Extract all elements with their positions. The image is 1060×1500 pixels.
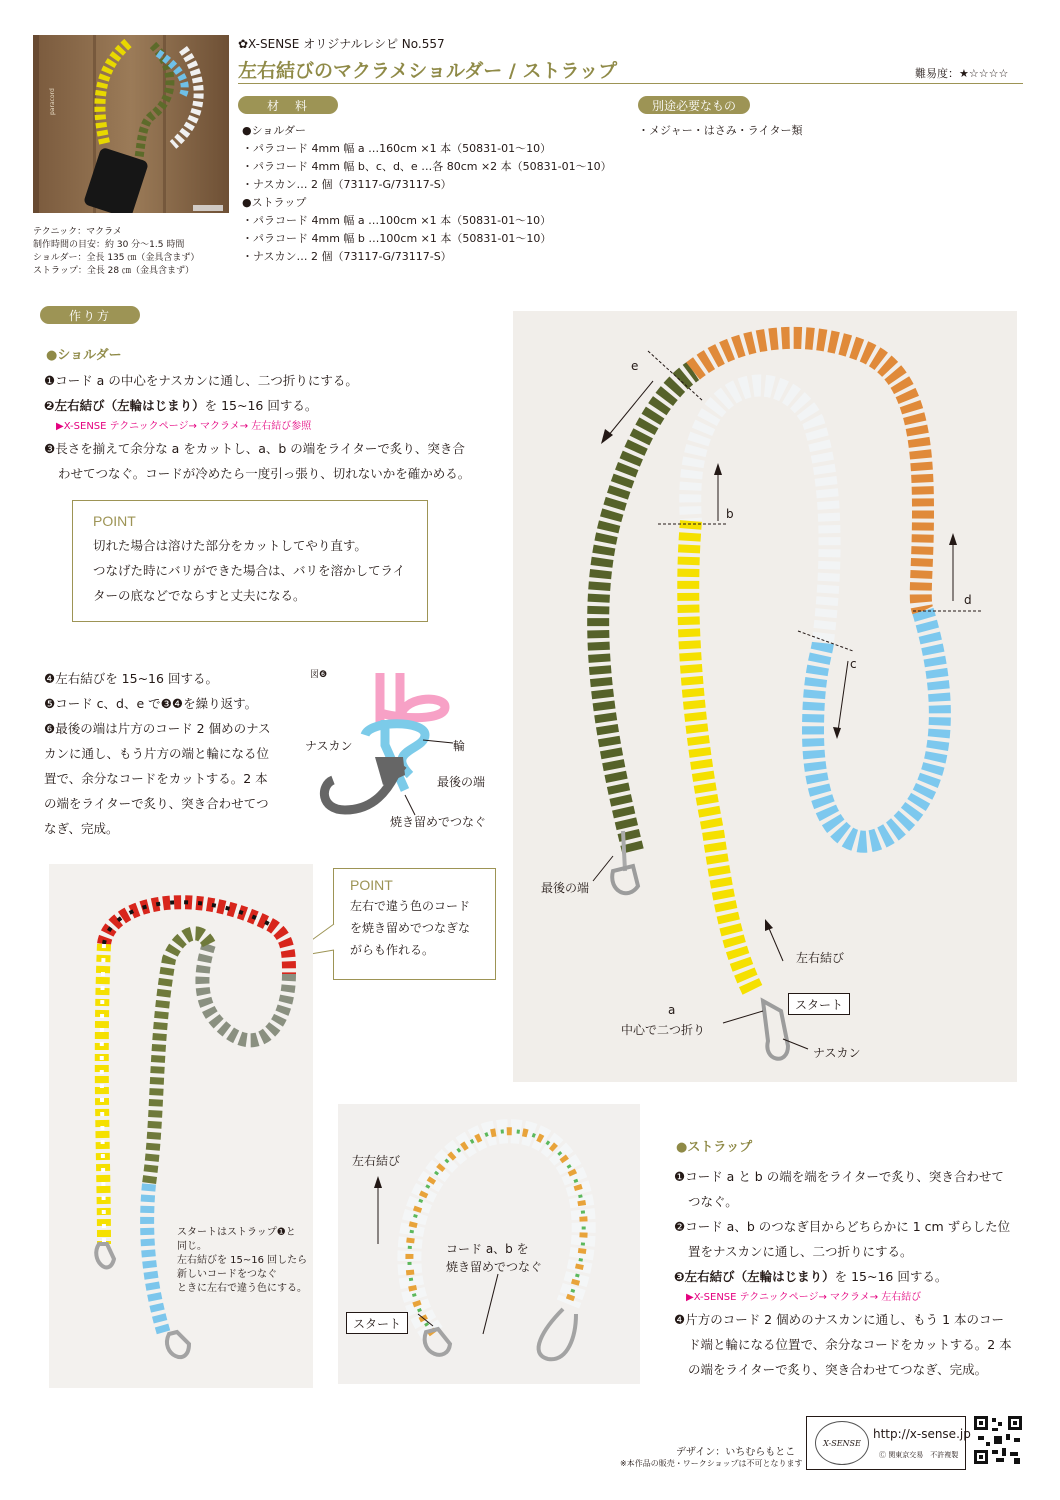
spec-strap-length: ストラップ：全長 28 ㎝（金具含まず） [33,266,194,276]
strap-step-2: 置をナスカンに通し、二つ折りにする。 [688,1244,913,1259]
strap-step-1: ❶コード a と b の端を端をライターで炙り、突き合わせて [674,1169,1004,1184]
shoulder-step-5: ❺コード c、d、e で❸❹を繰り返す。 [44,696,258,711]
top-product-photo [33,35,229,213]
spec-time: 制作時間の目安：約 30 分～1.5 時間 [33,240,185,250]
page-title: 左右結びのマクラメショルダー / ストラップ [238,60,618,82]
footer-logo-box [806,1416,971,1470]
label-e: e [631,359,639,373]
note-line: 左右結びを 15~16 回したら [177,1255,308,1266]
shoulder-step-2-rest: を 15~16 回する。 [204,398,318,413]
strap-steps [674,1164,1014,1382]
strap-step-3-rest: を 15~16 回する。 [834,1269,948,1284]
strap-heading: ●ストラップ [676,1140,753,1155]
label-a: a [668,1003,676,1017]
materials-line: ・ナスカン… 2 個（73117-G/73117-S） [242,250,452,263]
shoulder-step-3a: ❸長さを揃えて余分な a をカットし、a、b の端をライターで炙り、突き合 [44,441,465,456]
materials-line: ●ショルダー [242,124,306,137]
spec-technique: テクニック：マクラメ [33,227,122,237]
strap-sayu-label: 左右結び [352,1154,401,1168]
label-center-fold: 中心で二つ折り [621,1023,706,1037]
shoulder-photo [513,311,1017,1082]
logo-text: X-SENSE [823,1438,861,1448]
shoulder-step-2-bold: ❷左右結び（左輪はじまり） [44,398,205,413]
note-line: スタートはストラップ❶と [177,1227,296,1238]
strap-step-4: の端をライターで炙り、突き合わせてつなぎ、完成。 [688,1362,988,1377]
photo-caption: paracord [49,88,56,115]
multicolor-note [177,1226,307,1296]
note-line: 同じ。 [177,1241,207,1252]
shoulder-step-2 [44,393,504,418]
start-label: スタート [788,993,850,1015]
strap-join-line: コード a、b を [446,1242,529,1256]
note-line: ときに左右で違う色にする。 [177,1283,307,1294]
note-line: 新しいコードをつなぐ [177,1269,277,1280]
multicolor-cords-svg [49,864,313,1388]
point-2-line: を焼き留めでつなぎな [350,921,471,935]
spec-shoulder-length: ショルダー：全長 135 ㎝（金具含まず） [33,253,200,263]
diagram-ring-label: 輪 [453,739,466,753]
header-rule [238,83,1023,84]
technique-link[interactable]: ▶X-SENSE テクニックページ→ マクラメ→ 左右結び参照 [56,421,312,432]
label-b: b [726,507,734,521]
strap-step-4: ド端と輪になる位置で、余分なコードをカットする。2 本 [688,1337,1012,1352]
materials-line: ・パラコード 4mm 幅 b、c、d、e …各 80cm ×2 本（50831-01～10） [242,160,612,173]
shoulder-steps-2 [44,666,271,841]
strap-photo [338,1104,640,1384]
label-nascan: ナスカン [813,1046,861,1060]
shoulder-step-6: なぎ、完成。 [44,821,119,836]
diagram-join-label: 焼き留めでつなぐ [390,815,487,829]
diagram-nascan-label: ナスカン [305,739,353,753]
recipe-brand: ✿X-SENSE オリジナルレシピ No.557 [238,37,445,51]
strap-join-line: 焼き留めでつなぐ [446,1260,543,1274]
howto-label: 作り方 [40,306,140,324]
point-1-line: つなげた時にバリができた場合は、バリを溶かしてライ [93,563,406,578]
qr-code [974,1416,1022,1464]
strap-step-1: つなぐ。 [688,1194,738,1209]
shoulder-step-4: ❹左右結びを 15~16 回する。 [44,671,218,686]
shoulder-step-6: 置で、余分なコードをカットする。2 本 [44,771,268,786]
point-2-line: がらも作れる。 [350,943,435,957]
strap-technique-link[interactable]: ▶X-SENSE テクニックページ→ マクラメ→ 左右結び [686,1292,922,1303]
strap-step-3 [674,1264,1014,1289]
x-sense-logo [815,1421,869,1465]
point-box-2 [333,868,496,980]
extras-text: ・メジャー・はさみ・ライター類 [638,124,803,137]
strap-start-label: スタート [346,1312,408,1334]
materials-line: ・パラコード 4mm 幅 b …100cm ×1 本（50831-01～10） [242,232,552,245]
materials-line: ・パラコード 4mm 幅 a …100cm ×1 本（50831-01～10） [242,214,552,227]
strap-step-4: ❹片方のコード 2 個めのナスカンに通し、もう 1 本のコー [674,1312,1005,1327]
point-1-line: ターの底などでならすと丈夫になる。 [93,588,306,603]
point-1-line: 切れた場合は溶けた部分をカットしてやり直す。 [93,538,367,553]
shoulder-step-6: カンに通し、もう片方の端と輪になる位 [44,746,270,761]
point-box-1 [72,500,428,622]
label-c: c [850,657,857,671]
difficulty: 難易度：★☆☆☆☆ [915,67,1009,80]
footer-copyright: Ⓒ 関東京交易 不許複製 [879,1451,959,1459]
materials-line: ・ナスカン… 2 個（73117-G/73117-S） [242,178,452,191]
point-1-title: POINT [93,513,136,529]
label-sayu: 左右結び [796,951,845,965]
shoulder-steps [44,368,504,486]
shoulder-step-1: ❶コード a の中心をナスカンに通し、二つ折りにする。 [44,373,358,388]
footer-url[interactable]: http://x-sense.jp [873,1427,971,1441]
figure-6-label: 図❻ [310,670,328,680]
extras-label: 別途必要なもの [638,96,750,114]
figure-6-diagram [305,665,505,835]
materials-line: ●ストラップ [242,196,307,209]
shoulder-cords-svg [513,311,1017,1082]
point-2-title: POINT [350,877,393,893]
shoulder-step-6: ❻最後の端は片方のコード 2 個めのナス [44,721,271,736]
shoulder-step-3b: わせてつなぐ。コードが冷めたら一度引っ張り、切れないかを確かめる。 [58,466,471,481]
diagram-last-end-label: 最後の端 [437,775,486,789]
shoulder-heading: ●ショルダー [46,348,122,363]
label-last-end: 最後の端 [541,881,590,895]
footer-notice: ※本作品の販売・ワークショップは不可となります [620,1459,803,1468]
materials-line: ・パラコード 4mm 幅 a …160cm ×1 本（50831-01～10） [242,142,552,155]
materials-label: 材 料 [238,96,338,114]
materials-list [242,122,612,266]
strap-step-3-bold: ❸左右結び（左輪はじまり） [674,1269,835,1284]
specs-block [33,226,199,278]
point-2-line: 左右で違う色のコード [350,899,471,913]
label-d: d [964,593,972,607]
multicolor-photo [49,864,313,1388]
footer-design: デザイン：いちむらもとこ [676,1447,796,1458]
shoulder-step-6: の端をライターで炙り、突き合わせてつ [44,796,269,811]
strap-step-2: ❷コード a、b のつなぎ目からどちらかに 1 cm ずらした位 [674,1219,1011,1234]
